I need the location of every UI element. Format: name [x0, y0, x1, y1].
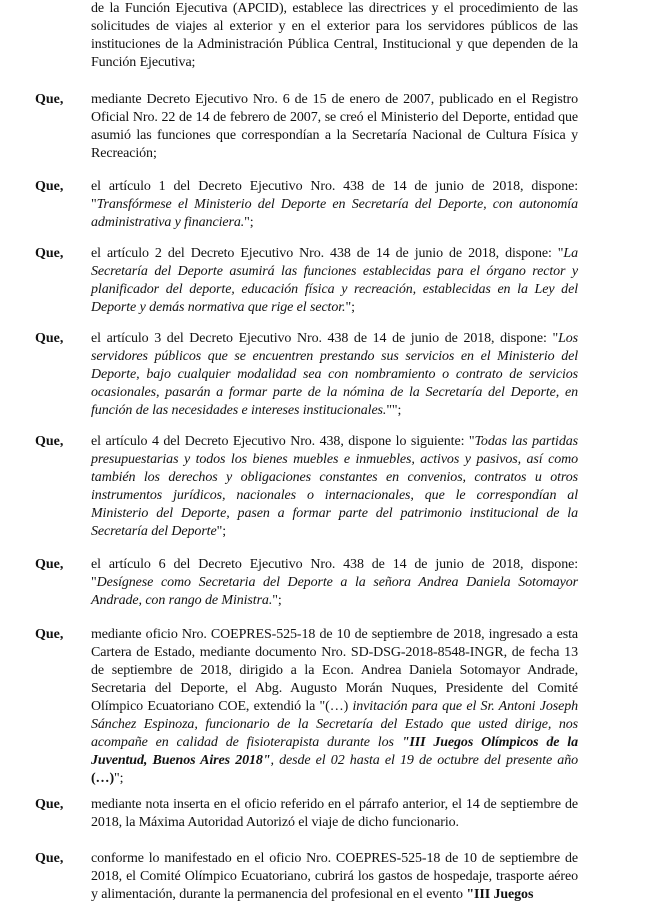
- text-run: el artículo 2 del Decreto Ejecutivo Nro. 438 de 14 de junio de 2018, dispone: ": [91, 246, 564, 261]
- text-run: el artículo 4 del Decreto Ejecutivo Nro. 438, dispone lo siguiente: ": [91, 434, 475, 449]
- paragraph-text: [91, 330, 578, 420]
- text-run: Los servidores públicos que se encuentren prestando sus servicios en el Ministerio del Deporte, bajo cualquier modalidad sea con nombramiento o contrato de servicios ocasionales, pasarán a formar parte de la nómina de la Secretaría del Deporte, en función de las necesidades e intereses institucionales.: [91, 331, 578, 418]
- text-run: el artículo 3 del Decreto Ejecutivo Nro. 438 de 14 de junio de 2018, dispone: ": [91, 331, 559, 346]
- paragraph-label: Que,: [35, 627, 64, 642]
- paragraph: [0, 433, 647, 541]
- paragraph-label: Que,: [35, 179, 64, 194]
- paragraph-text: [91, 433, 578, 541]
- text-run: mediante nota inserta en el oficio referido en el párrafo anterior, el 14 de septiembre de 2018, la Máxima Autoridad Autorizó el viaje de dicho funcionario.: [91, 797, 578, 830]
- paragraph-label: Que,: [35, 331, 64, 346]
- text-run: "III Juegos: [466, 887, 534, 902]
- paragraph-label: Que,: [35, 797, 64, 812]
- paragraph-label: Que,: [35, 434, 64, 449]
- paragraph: [0, 796, 647, 832]
- text-run: Todas las partidas presupuestarias y todos los bienes muebles e inmuebles, activos y pasivos, así como también los derechos y obligaciones constantes en convenios, contratos u otros instrumentos jurídicos, nacionales o internacionales, que le correspondían al Ministerio del Deporte, pasen a formar parte del patrimonio institucional de la Secretaría del Deporte: [91, 434, 578, 539]
- text-run: , desde el 02 hasta el 19 de octubre del presente año: [270, 753, 579, 768]
- paragraph-text: [91, 796, 578, 832]
- text-run: invitación para que el Sr. Antoni Joseph Sánchez Espinoza, funcionario de la Secretaría del Estado que usted dirige, nos acompañe en calidad de fisioterapista durante los: [91, 699, 578, 750]
- text-run: ";: [216, 524, 226, 539]
- paragraph: [0, 178, 647, 232]
- text-run: ";: [345, 300, 355, 315]
- text-run: ";: [244, 215, 254, 230]
- paragraph-text: [91, 245, 578, 317]
- text-run: (…): [91, 771, 115, 786]
- paragraph-text: [91, 178, 578, 232]
- paragraph-label: Que,: [35, 246, 64, 261]
- paragraph-text: [91, 626, 578, 788]
- paragraph: [0, 0, 647, 72]
- paragraph: [0, 556, 647, 610]
- paragraph: [0, 330, 647, 420]
- text-run: Transfórmese el Ministerio del Deporte en Secretaría del Deporte, con autonomía administrativa y financiera.: [91, 197, 578, 230]
- text-run: "III Juegos Olímpicos de la Juventud, Buenos Aires 2018": [91, 735, 578, 768]
- paragraph: [0, 91, 647, 163]
- paragraph-label: Que,: [35, 92, 64, 107]
- paragraph: [0, 626, 647, 788]
- text-run: mediante Decreto Ejecutivo Nro. 6 de 15 de enero de 2007, publicado en el Registro Oficial Nro. 22 de 14 de febrero de 2007, se creó el Ministerio del Deporte, entidad que asumió las funciones que correspondían a la Secretaría Nacional de Cultura Física y Recreación;: [91, 92, 578, 161]
- paragraph-label: Que,: [35, 557, 64, 572]
- text-run: ";: [272, 593, 282, 608]
- paragraph: [0, 245, 647, 317]
- text-run: ";: [114, 771, 124, 786]
- paragraph: [0, 850, 647, 904]
- text-run: Desígnese como Secretaria del Deporte a la señora Andrea Daniela Sotomayor Andrade, con rango de Ministra.: [91, 575, 578, 608]
- text-run: "";: [386, 403, 402, 418]
- paragraph-text: [91, 556, 578, 610]
- paragraph-text: [91, 0, 578, 72]
- paragraph-text: [91, 850, 578, 904]
- paragraph-label: Que,: [35, 851, 64, 866]
- text-run: el artículo 6 del Decreto Ejecutivo Nro. 438 de 14 de junio de 2018, dispone: ": [91, 557, 578, 590]
- text-run: La Secretaría del Deporte asumirá las funciones establecidas para el órgano rector y planificador del deporte, educación física y recreación, establecidas en la Ley del Deporte y demás normativa que rige el sector.: [91, 246, 578, 315]
- text-run: conforme lo manifestado en el oficio Nro. COEPRES-525-18 de 10 de septiembre de 2018, el Comité Olímpico Ecuatoriano, cubrirá los gastos de hospedaje, trasporte aéreo y alimentación, durante la permanencia del profesional en el evento: [91, 851, 578, 902]
- text-run: mediante oficio Nro. COEPRES-525-18 de 10 de septiembre de 2018, ingresado a esta Cartera de Estado, mediante documento Nro. SD-DSG-2018-8548-INGR, de fecha 13 de septiembre de 2018, dirigido a la Econ. Andrea Daniela Sotomayor Andrade, Secretaria del Deporte, el Abg. Augusto Morán Nuques, Presidente del Comité Olímpico Ecuatoriano COE, extendió la "(…): [91, 627, 578, 714]
- text-run: de la Función Ejecutiva (APCID), establece las directrices y el procedimiento de las solicitudes de viajes al exterior y en el exterior para los servidores públicos de las instituciones de la Administración Pública Central, Institucional y que dependen de la Función Ejecutiva;: [91, 1, 578, 70]
- paragraph-text: [91, 91, 578, 163]
- text-run: el artículo 1 del Decreto Ejecutivo Nro. 438 de 14 de junio de 2018, dispone: ": [91, 179, 578, 212]
